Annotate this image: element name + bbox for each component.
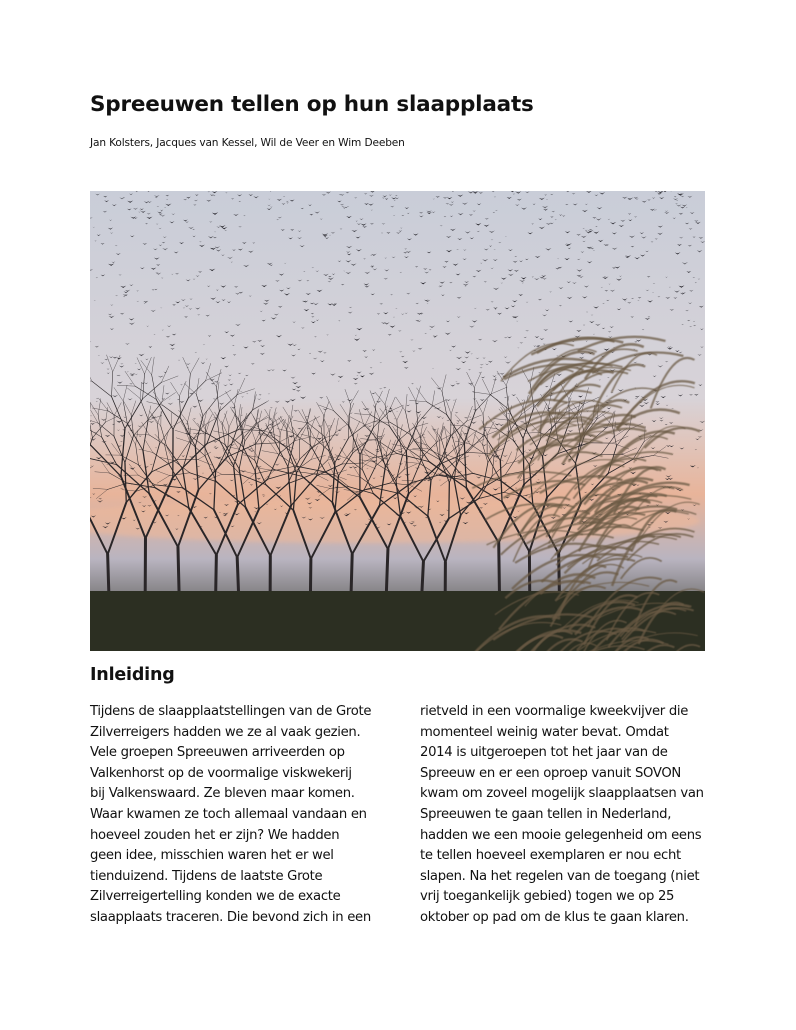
text-line: hoeveel zouden het er zijn? We hadden — [90, 827, 340, 843]
text-line: Zilverreigers hadden we ze al vaak gezien. — [90, 724, 361, 740]
text-line: slaapplaats traceren. Die bevond zich in een — [90, 909, 371, 925]
text-line: bij Valkenswaard. Ze bleven maar komen. — [90, 786, 355, 802]
text-column-right — [420, 702, 740, 929]
text-line: vrij toegankelijk gebied) togen we op 25 — [420, 889, 675, 905]
text-line: hadden we een mooie gelegenheid om eens — [420, 827, 702, 843]
text-column-left — [90, 702, 410, 929]
text-line: 2014 is uitgeroepen tot het jaar van de — [420, 745, 668, 761]
starling-photo — [90, 191, 705, 651]
text-line: te tellen hoeveel exemplaren er nou echt — [420, 848, 681, 864]
article-title: Spreeuwen tellen op hun slaapplaats — [90, 92, 534, 117]
photo-canvas — [90, 191, 705, 651]
text-line: oktober op pad om de klus te gaan klaren. — [420, 909, 689, 925]
text-line: Spreeuwen te gaan tellen in Nederland, — [420, 806, 672, 822]
text-line: slapen. Na het regelen van de toegang (niet — [420, 868, 700, 884]
text-line: Zilverreigertelling konden we de exacte — [90, 889, 341, 905]
text-line: tienduizend. Tijdens de laatste Grote — [90, 868, 323, 884]
text-line: rietveld in een voormalige kweekvijver die — [420, 704, 689, 719]
tree-branch — [449, 483, 450, 519]
text-line: Spreeuw en er een oproep vanuit SOVON — [420, 765, 682, 781]
text-line: Vele groepen Spreeuwen arriveerden op — [90, 745, 345, 761]
text-line: Tijdens de slaapplaatstellingen van de Grote — [90, 704, 372, 719]
text-line: kwam om zoveel mogelijk slaapplaatsen van — [420, 786, 704, 802]
section-heading: Inleiding — [90, 665, 175, 685]
text-line: geen idee, misschien waren het er wel — [90, 848, 334, 864]
text-line: Valkenhorst op de voormalige viskwekerij — [90, 765, 352, 781]
author-line: Jan Kolsters, Jacques van Kessel, Wil de Veer en Wim Deeben — [90, 137, 405, 149]
text-line: Waar kwamen ze toch allemaal vandaan en — [90, 806, 367, 822]
text-line: momenteel weinig water bevat. Omdat — [420, 724, 669, 740]
